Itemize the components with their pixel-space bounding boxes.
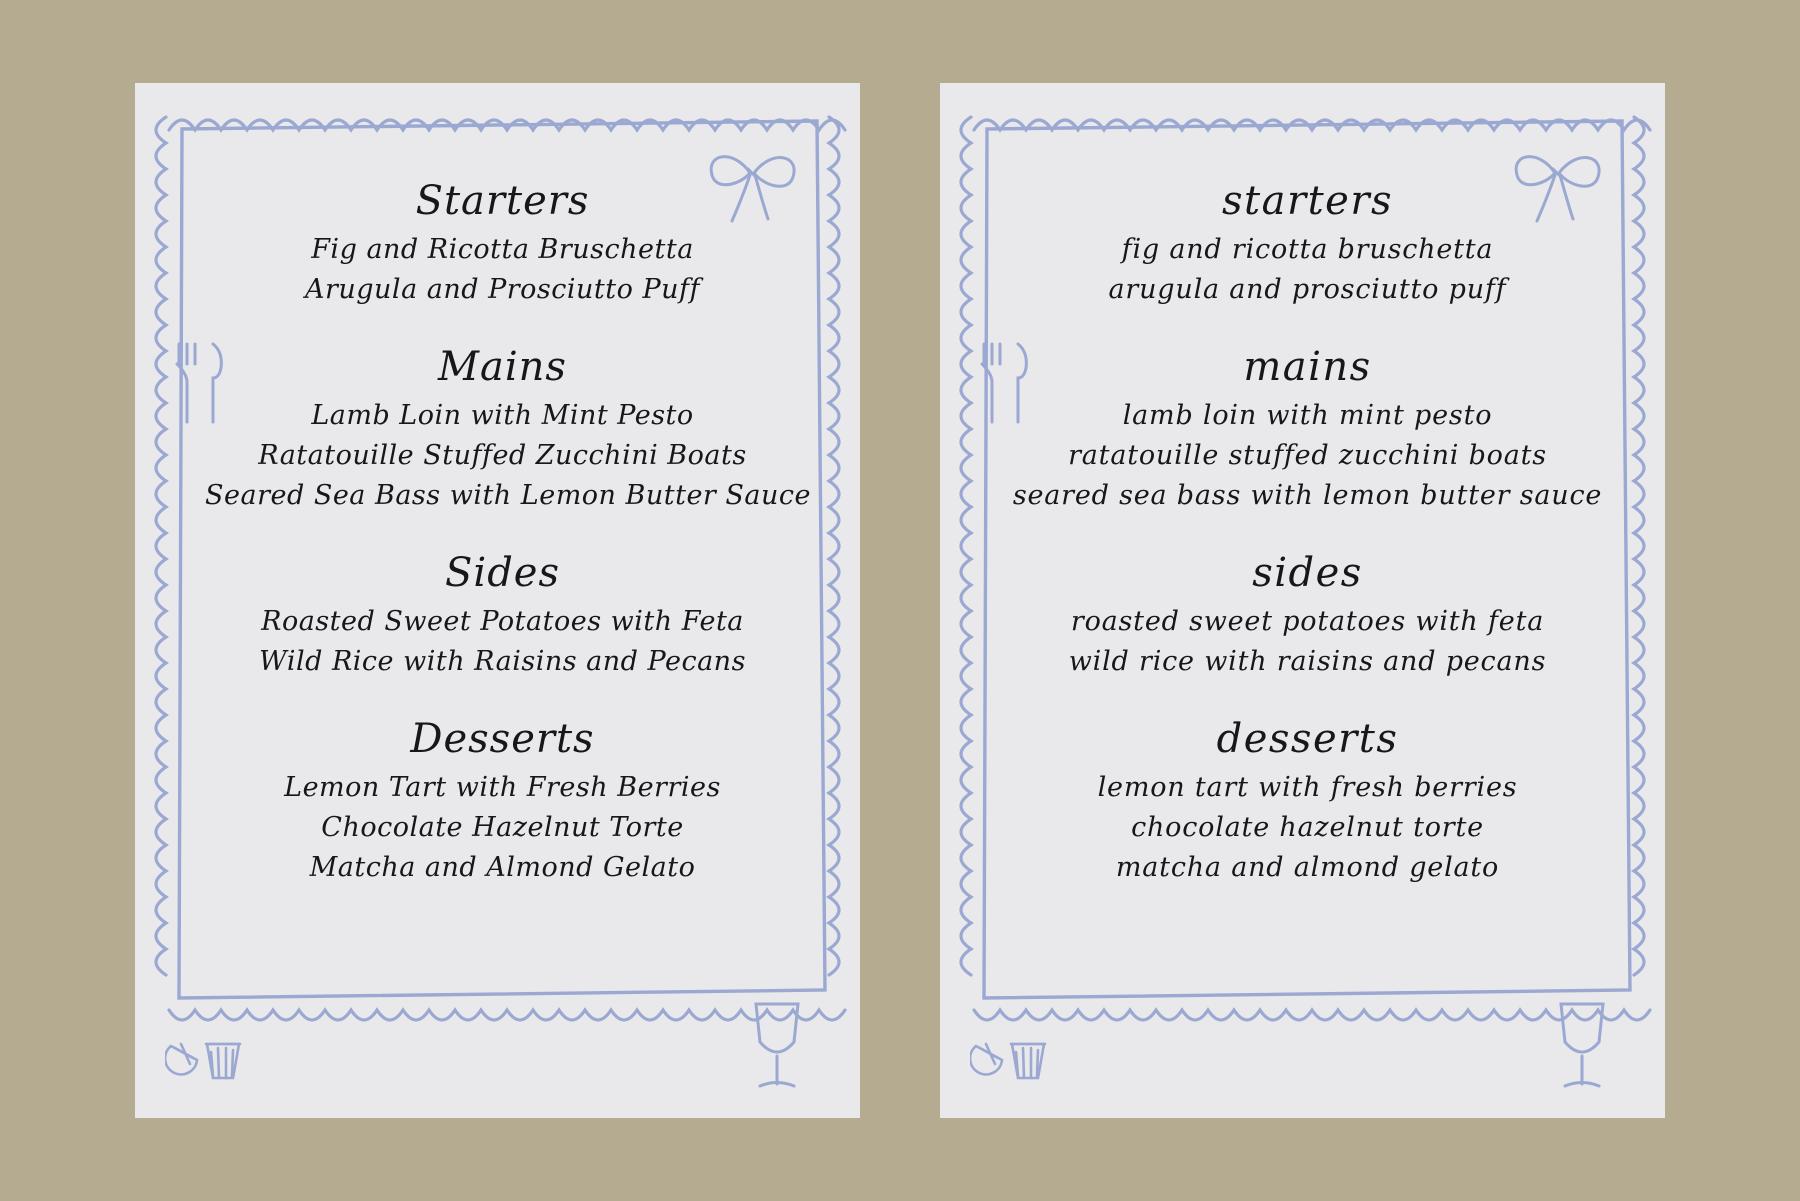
menu-card-lower-case xyxy=(940,83,1665,1118)
section-title: desserts xyxy=(1216,715,1399,762)
section-title: Starters xyxy=(415,178,590,224)
menu-item: wild rice with raisins and pecans xyxy=(1068,645,1547,677)
menu-section-mains xyxy=(205,343,811,516)
menu-body xyxy=(205,178,811,1038)
menu-item: Roasted Sweet Potatoes with Feta xyxy=(261,605,744,637)
menu-item: Matcha and Almond Gelato xyxy=(309,851,696,883)
section-title: sides xyxy=(1252,549,1363,596)
section-title: starters xyxy=(1222,178,1393,224)
menu-item: Seared Sea Bass with Lemon Butter Sauce xyxy=(205,479,811,511)
menu-section-desserts xyxy=(205,716,800,888)
menu-item: arugula and prosciutto puff xyxy=(1108,273,1507,305)
menu-body xyxy=(1010,178,1605,1038)
section-title: Sides xyxy=(445,549,560,596)
menu-item: Lemon Tart with Fresh Berries xyxy=(284,771,721,803)
menu-item: Lamb Loin with Mint Pesto xyxy=(311,399,694,431)
menu-section-starters xyxy=(1010,178,1605,310)
menu-section-starters xyxy=(205,178,800,310)
section-title: Desserts xyxy=(410,715,595,762)
menu-card-title-case xyxy=(135,83,860,1118)
menu-section-desserts xyxy=(1010,716,1605,888)
menu-item: Arugula and Prosciutto Puff xyxy=(304,273,701,305)
menu-section-mains xyxy=(1010,344,1605,516)
menu-item: lamb loin with mint pesto xyxy=(1122,399,1493,431)
menu-section-sides xyxy=(205,550,800,682)
menu-item: chocolate hazelnut torte xyxy=(1131,811,1484,843)
section-title: mains xyxy=(1243,343,1372,390)
menu-item: fig and ricotta bruschetta xyxy=(1121,234,1494,265)
menu-item: seared sea bass with lemon butter sauce xyxy=(1012,479,1603,511)
menu-item: ratatouille stuffed zucchini boats xyxy=(1068,439,1547,471)
section-title: Mains xyxy=(438,343,567,390)
menu-item: Wild Rice with Raisins and Pecans xyxy=(259,645,746,677)
menu-item: Ratatouille Stuffed Zucchini Boats xyxy=(258,439,747,471)
menu-item: lemon tart with fresh berries xyxy=(1097,771,1518,803)
menu-item: matcha and almond gelato xyxy=(1115,851,1500,883)
menu-section-sides xyxy=(1010,550,1605,682)
menu-item: Fig and Ricotta Bruschetta xyxy=(311,234,694,265)
menu-item: roasted sweet potatoes with feta xyxy=(1070,605,1545,637)
menu-item: Chocolate Hazelnut Torte xyxy=(321,811,684,843)
